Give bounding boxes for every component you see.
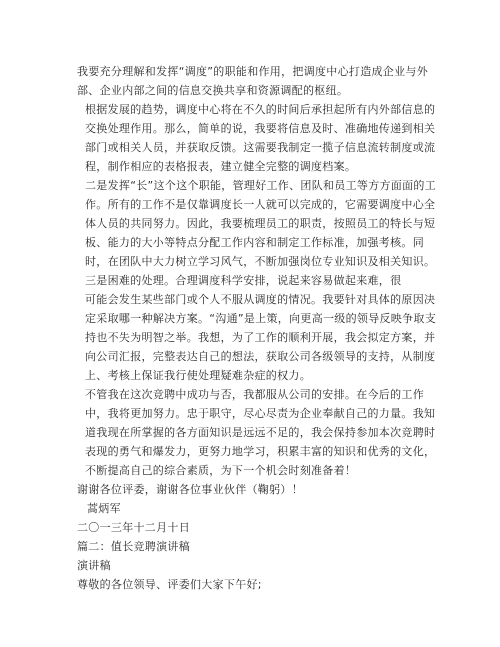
- paragraph-2: 根据发展的趋势，调度中心将在不久的时间后承担起所有内外部信息的交换处理作用。那么，简单的说，我要将信息及时、准确地传递到相关部门或相关人员，并获取反馈。这需要我制定一揽子信息流转制度或流程，制作相应的表格报表，建立健全完整的调度档案。: [85, 103, 436, 173]
- paragraph-5: 可能会发生某些部门或个人不服从调度的情况。我要针对具体的原因决定采取哪一种解决方案。“沟通”是上策，向更高一级的领导反映争取支持也不失为明智之举。我想，为了工作的顺利开展，我会拟定方案，并向公司汇报，完整表达自己的想法，获取公司各级领导的支持，从制度上、考核上保证我行使处理疑难杂症的权力。: [85, 293, 436, 382]
- paragraph-4: 三是困难的处理。合理调度科学安排，说起来容易做起来难，很: [85, 274, 402, 287]
- section-subtitle: 演讲稿: [77, 559, 111, 572]
- paragraph-6: 不管我在这次竞聘中成功与否，我都服从公司的安排。在今后的工作中，我将更加努力。忠于职守，尽心尽责为企业奉献自己的力量。我知道我现在所掌握的各方面知识是远远不足的，我会保持参加本次竞聘时表现的勇气和爆发力，更努力地学习，积累丰富的知识和优秀的文化，不断提高自己的综合素质，为下一个机会时刻准备着！: [85, 388, 436, 477]
- section-heading: 篇二：值长竞聘演讲稿: [77, 540, 190, 553]
- signature: 蒿炳军: [87, 502, 121, 515]
- date-line: 二〇一三年十二月十日: [77, 521, 190, 534]
- paragraph-1: 我要充分理解和发挥“调度”的职能和作用，把调度中心打造成企业与外部、企业内部之间的信息交换共享和资源调配的枢纽。: [77, 65, 428, 97]
- thanks-line: 谢谢各位评委，谢谢各位事业伙伴（鞠躬）！: [77, 483, 303, 496]
- greeting-line: 尊敬的各位领导、评委们大家下午好;: [77, 578, 262, 591]
- paragraph-3: 二是发挥“长”这个这个职能，管理好工作、团队和员工等方方面面的工作。所有的工作不是仅靠调度长一人就可以完成的，它需要调度中心全体人员的共同努力。因此，我要梳理员工的职责，按照员工的特长与短板、能力的大小等特点分配工作内容和制定工作标准，加强考核。同时，在团队中大力树立学习风气，不断加强岗位专业知识及相关知识。: [85, 179, 436, 268]
